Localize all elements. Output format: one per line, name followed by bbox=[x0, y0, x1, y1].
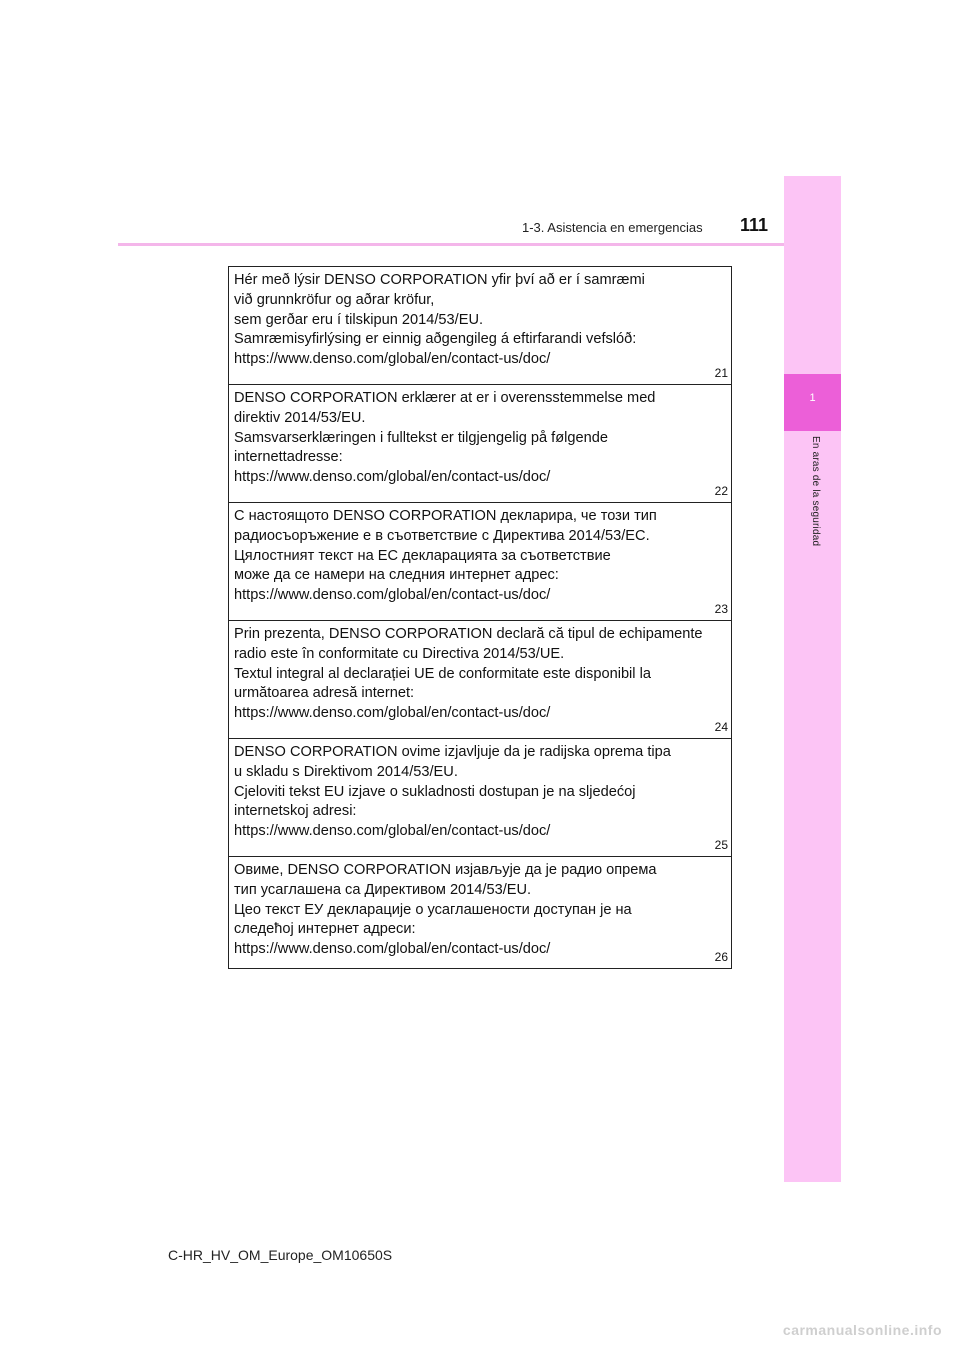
declaration-number: 24 bbox=[714, 720, 728, 734]
declaration-text: DENSO CORPORATION ovime izjavljuje da je radijska oprema tipa u skladu s Direktivom 2014/53/EU. Cjeloviti tekst EU izjave o sukladnosti dostupan je na sljedećoj internetskoj adresi: https://www.denso.com/global/en/contact-us/doc/ bbox=[234, 744, 671, 840]
chapter-number: 1 bbox=[809, 392, 816, 404]
declarations-table bbox=[228, 266, 732, 969]
declaration-text: Prin prezenta, DENSO CORPORATION declară că tipul de echipamente radio este în conformitate cu Directiva 2014/53/UE. Textul integral al declarației UE de conformitate este disponibil la următoarea adresă internet: https://www.denso.com/global/en/contact-us/doc/ bbox=[234, 626, 703, 722]
chapter-title: En aras de la seguridad bbox=[810, 436, 821, 547]
declaration-row bbox=[229, 267, 731, 385]
declaration-text: Овиме, DENSO CORPORATION изјављује да је радио опрема тип усаглашена са Директивом 2014/53/EU. Цео текст ЕУ декларације о усаглашености доступан је на следећој интернет адреси: https://www.denso.com/global/en/contact-us/doc/ bbox=[234, 862, 657, 958]
declaration-row bbox=[229, 503, 731, 621]
declaration-text: Hér með lýsir DENSO CORPORATION yfir því að er í samræmi við grunnkröfur og aðrar kröfur, sem gerðar eru í tilskipun 2014/53/EU. Samræmisyfirlýsing er einnig aðgengileg á eftirfarandi vefslóð: https://www.denso.com/global/en/contact-us/doc/ bbox=[234, 272, 645, 368]
declaration-row bbox=[229, 739, 731, 857]
declaration-row bbox=[229, 385, 731, 503]
chapter-tab-strip bbox=[784, 176, 841, 1182]
declaration-number: 23 bbox=[714, 602, 728, 616]
declaration-number: 25 bbox=[714, 838, 728, 852]
declaration-number: 26 bbox=[714, 950, 728, 964]
watermark: carmanualsonline.info bbox=[782, 1322, 942, 1338]
declaration-row bbox=[229, 857, 731, 968]
document-id: C-HR_HV_OM_Europe_OM10650S bbox=[168, 1247, 393, 1263]
header-rule bbox=[118, 243, 784, 246]
section-title: 1-3. Asistencia en emergencias bbox=[522, 220, 703, 235]
declaration-number: 21 bbox=[714, 366, 728, 380]
declaration-text: С настоящото DENSO CORPORATION декларира, че този тип радиосъоръжение е в съответствие с Директива 2014/53/ЕС. Цялостният текст на ЕС декларацията за съответствие може да се намери на следния интернет адрес: https://www.denso.com/global/en/contact-us/doc/ bbox=[234, 508, 657, 604]
page-number: 111 bbox=[740, 215, 769, 235]
declaration-number: 22 bbox=[714, 484, 728, 498]
declaration-row bbox=[229, 621, 731, 739]
declaration-text: DENSO CORPORATION erklærer at er i overensstemmelse med direktiv 2014/53/EU. Samsvarserklæringen i fulltekst er tilgjengelig på følgende internettadresse: https://www.denso.com/global/en/contact-us/doc/ bbox=[234, 390, 656, 486]
